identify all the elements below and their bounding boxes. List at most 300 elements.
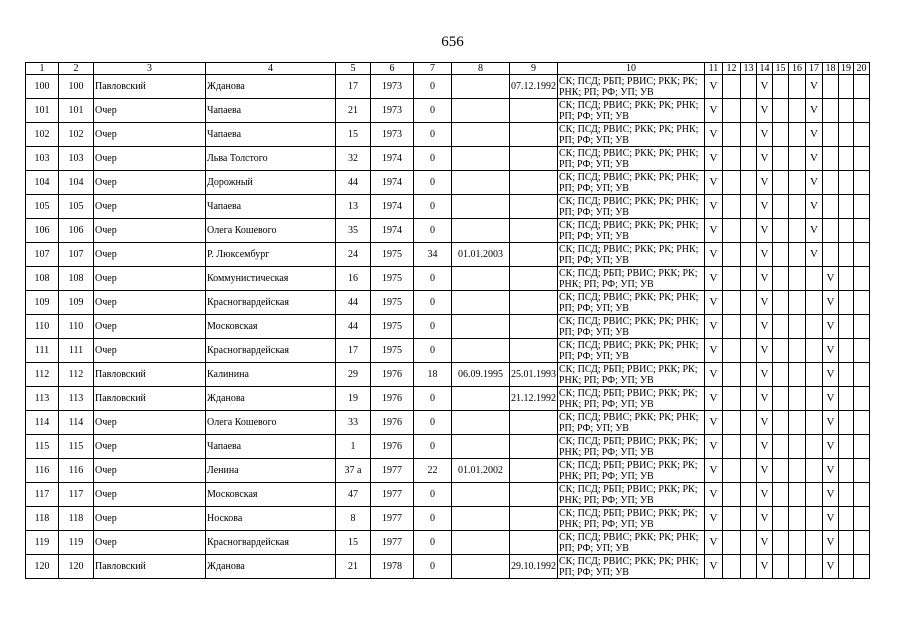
mark-cell-16 [789,267,806,291]
mark-cell-12 [723,339,741,363]
register-table [25,62,870,579]
table-row [26,459,870,483]
year-cell: 1974 [371,219,414,243]
date-2-cell [510,171,558,195]
mark-cell-11: V [705,555,723,579]
mark-cell-12 [723,243,741,267]
mark-cell-15 [773,435,789,459]
mark-cell-17: V [806,243,823,267]
date-2-cell [510,147,558,171]
mark-cell-19 [839,219,854,243]
mark-cell-15 [773,363,789,387]
house-cell: 15 [336,531,371,555]
row-number: 108 [26,267,59,291]
row-number: 110 [26,315,59,339]
mark-cell-16 [789,531,806,555]
object-number: 101 [59,99,94,123]
mark-cell-14: V [757,531,773,555]
object-number: 113 [59,387,94,411]
column-header-15: 15 [773,63,789,75]
mark-cell-20 [854,291,870,315]
date-2-cell: 07.12.1992 [510,75,558,99]
mark-cell-11: V [705,243,723,267]
mark-cell-17: V [806,75,823,99]
mark-cell-13 [741,339,757,363]
date-1-cell [452,171,510,195]
district-cell: Павловский [94,363,206,387]
street-cell: Жданова [206,555,336,579]
district-cell: Павловский [94,555,206,579]
table-row [26,315,870,339]
district-cell: Очер [94,411,206,435]
mark-cell-16 [789,243,806,267]
district-cell: Очер [94,267,206,291]
mark-cell-19 [839,555,854,579]
date-1-cell [452,339,510,363]
row-number: 105 [26,195,59,219]
mark-cell-20 [854,531,870,555]
row-number: 107 [26,243,59,267]
mark-cell-18: V [823,363,839,387]
mark-cell-17: V [806,123,823,147]
mark-cell-19 [839,411,854,435]
house-cell: 24 [336,243,371,267]
mark-cell-20 [854,483,870,507]
codes-cell: СК; ПСД; РВИС; РКК; РК; РНК; РП; РФ; УП; УВ [558,195,705,219]
mark-cell-11: V [705,99,723,123]
mark-cell-16 [789,147,806,171]
date-2-cell [510,267,558,291]
column-7-cell: 0 [414,267,452,291]
mark-cell-11: V [705,435,723,459]
mark-cell-12 [723,123,741,147]
mark-cell-13 [741,267,757,291]
mark-cell-13 [741,195,757,219]
column-7-cell: 0 [414,219,452,243]
column-header-19: 19 [839,63,854,75]
mark-cell-14: V [757,435,773,459]
date-2-cell: 21.12.1992 [510,387,558,411]
mark-cell-12 [723,267,741,291]
table-body [26,75,870,579]
district-cell: Очер [94,123,206,147]
mark-cell-17 [806,435,823,459]
house-cell: 44 [336,171,371,195]
mark-cell-19 [839,363,854,387]
table-row [26,363,870,387]
mark-cell-18 [823,147,839,171]
mark-cell-20 [854,75,870,99]
mark-cell-15 [773,195,789,219]
mark-cell-14: V [757,195,773,219]
district-cell: Павловский [94,387,206,411]
object-number: 107 [59,243,94,267]
mark-cell-20 [854,147,870,171]
column-header-1: 1 [26,63,59,75]
mark-cell-13 [741,243,757,267]
date-2-cell [510,243,558,267]
table-row [26,339,870,363]
mark-cell-18 [823,99,839,123]
mark-cell-18: V [823,291,839,315]
codes-cell: СК; ПСД; РБП; РВИС; РКК; РК; РНК; РП; РФ; УП; УВ [558,387,705,411]
column-7-cell: 0 [414,531,452,555]
mark-cell-15 [773,291,789,315]
mark-cell-13 [741,75,757,99]
mark-cell-17: V [806,171,823,195]
mark-cell-20 [854,411,870,435]
date-1-cell [452,315,510,339]
mark-cell-15 [773,171,789,195]
mark-cell-11: V [705,291,723,315]
house-cell: 37 а [336,459,371,483]
row-number: 116 [26,459,59,483]
column-header-8: 8 [452,63,510,75]
mark-cell-20 [854,99,870,123]
mark-cell-13 [741,363,757,387]
codes-cell: СК; ПСД; РВИС; РКК; РК; РНК; РП; РФ; УП; УВ [558,411,705,435]
mark-cell-14: V [757,363,773,387]
mark-cell-17 [806,531,823,555]
row-number: 109 [26,291,59,315]
date-1-cell [452,99,510,123]
mark-cell-16 [789,195,806,219]
mark-cell-16 [789,339,806,363]
table-row [26,291,870,315]
house-cell: 21 [336,555,371,579]
date-1-cell [452,219,510,243]
mark-cell-18 [823,195,839,219]
object-number: 110 [59,315,94,339]
column-7-cell: 0 [414,195,452,219]
mark-cell-17 [806,363,823,387]
object-number: 100 [59,75,94,99]
mark-cell-16 [789,459,806,483]
mark-cell-17 [806,315,823,339]
mark-cell-14: V [757,411,773,435]
mark-cell-11: V [705,123,723,147]
district-cell: Очер [94,315,206,339]
mark-cell-15 [773,219,789,243]
mark-cell-13 [741,171,757,195]
mark-cell-15 [773,411,789,435]
mark-cell-15 [773,459,789,483]
mark-cell-19 [839,171,854,195]
codes-cell: СК; ПСД; РБП; РВИС; РКК; РК; РНК; РП; РФ; УП; УВ [558,363,705,387]
mark-cell-12 [723,147,741,171]
mark-cell-17 [806,291,823,315]
mark-cell-20 [854,267,870,291]
codes-cell: СК; ПСД; РВИС; РКК; РК; РНК; РП; РФ; УП; УВ [558,339,705,363]
mark-cell-14: V [757,483,773,507]
column-header-4: 4 [206,63,336,75]
date-1-cell: 01.01.2003 [452,243,510,267]
mark-cell-18 [823,243,839,267]
mark-cell-16 [789,291,806,315]
mark-cell-19 [839,459,854,483]
mark-cell-16 [789,483,806,507]
date-1-cell [452,507,510,531]
mark-cell-15 [773,267,789,291]
year-cell: 1977 [371,459,414,483]
mark-cell-12 [723,387,741,411]
mark-cell-12 [723,483,741,507]
mark-cell-11: V [705,147,723,171]
object-number: 111 [59,339,94,363]
row-number: 102 [26,123,59,147]
mark-cell-14: V [757,219,773,243]
mark-cell-14: V [757,291,773,315]
year-cell: 1976 [371,411,414,435]
date-2-cell [510,195,558,219]
mark-cell-19 [839,507,854,531]
mark-cell-17 [806,267,823,291]
mark-cell-19 [839,195,854,219]
column-header-12: 12 [723,63,741,75]
date-1-cell [452,267,510,291]
mark-cell-12 [723,507,741,531]
year-cell: 1974 [371,171,414,195]
mark-cell-14: V [757,243,773,267]
year-cell: 1973 [371,99,414,123]
object-number: 118 [59,507,94,531]
mark-cell-18: V [823,387,839,411]
mark-cell-17: V [806,219,823,243]
year-cell: 1977 [371,531,414,555]
mark-cell-20 [854,195,870,219]
column-7-cell: 22 [414,459,452,483]
column-header-7: 7 [414,63,452,75]
mark-cell-11: V [705,507,723,531]
codes-cell: СК; ПСД; РВИС; РКК; РК; РНК; РП; РФ; УП; УВ [558,123,705,147]
house-cell: 29 [336,363,371,387]
mark-cell-19 [839,483,854,507]
house-cell: 8 [336,507,371,531]
column-7-cell: 18 [414,363,452,387]
house-cell: 13 [336,195,371,219]
street-cell: Красногвардейская [206,291,336,315]
street-cell: Московская [206,315,336,339]
year-cell: 1975 [371,243,414,267]
mark-cell-11: V [705,339,723,363]
mark-cell-15 [773,99,789,123]
mark-cell-13 [741,555,757,579]
mark-cell-13 [741,387,757,411]
date-2-cell: 29.10.1992 [510,555,558,579]
mark-cell-18 [823,75,839,99]
table-row [26,555,870,579]
column-7-cell: 0 [414,75,452,99]
district-cell: Очер [94,195,206,219]
row-number: 115 [26,435,59,459]
codes-cell: СК; ПСД; РВИС; РКК; РК; РНК; РП; РФ; УП; УВ [558,315,705,339]
mark-cell-15 [773,507,789,531]
house-cell: 19 [336,387,371,411]
district-cell: Очер [94,291,206,315]
column-header-18: 18 [823,63,839,75]
mark-cell-18: V [823,435,839,459]
mark-cell-20 [854,507,870,531]
mark-cell-17 [806,339,823,363]
mark-cell-17 [806,411,823,435]
street-cell: Дорожный [206,171,336,195]
object-number: 104 [59,171,94,195]
mark-cell-11: V [705,195,723,219]
year-cell: 1977 [371,483,414,507]
year-cell: 1975 [371,315,414,339]
mark-cell-17 [806,483,823,507]
mark-cell-14: V [757,123,773,147]
codes-cell: СК; ПСД; РВИС; РКК; РК; РНК; РП; РФ; УП; УВ [558,219,705,243]
date-1-cell [452,123,510,147]
mark-cell-12 [723,171,741,195]
table-row [26,411,870,435]
date-1-cell [452,531,510,555]
codes-cell: СК; ПСД; РВИС; РКК; РК; РНК; РП; РФ; УП; УВ [558,99,705,123]
street-cell: Красногвардейская [206,531,336,555]
column-7-cell: 0 [414,315,452,339]
date-2-cell [510,315,558,339]
column-header-16: 16 [789,63,806,75]
mark-cell-18: V [823,315,839,339]
mark-cell-13 [741,219,757,243]
column-7-cell: 0 [414,555,452,579]
mark-cell-15 [773,555,789,579]
mark-cell-16 [789,219,806,243]
mark-cell-20 [854,315,870,339]
street-cell: Р. Люксембург [206,243,336,267]
mark-cell-11: V [705,171,723,195]
street-cell: Олега Кошевого [206,411,336,435]
mark-cell-11: V [705,531,723,555]
street-cell: Чапаева [206,435,336,459]
column-header-10: 10 [558,63,705,75]
mark-cell-18 [823,123,839,147]
mark-cell-12 [723,219,741,243]
mark-cell-14: V [757,507,773,531]
mark-cell-20 [854,387,870,411]
mark-cell-14: V [757,315,773,339]
mark-cell-12 [723,99,741,123]
row-number: 113 [26,387,59,411]
mark-cell-17: V [806,99,823,123]
row-number: 117 [26,483,59,507]
date-1-cell [452,75,510,99]
mark-cell-13 [741,435,757,459]
date-2-cell [510,291,558,315]
column-header-9: 9 [510,63,558,75]
mark-cell-18 [823,171,839,195]
mark-cell-20 [854,219,870,243]
mark-cell-12 [723,363,741,387]
mark-cell-12 [723,291,741,315]
district-cell: Очер [94,147,206,171]
mark-cell-18: V [823,507,839,531]
mark-cell-15 [773,339,789,363]
mark-cell-12 [723,555,741,579]
mark-cell-15 [773,123,789,147]
mark-cell-19 [839,435,854,459]
codes-cell: СК; ПСД; РВИС; РКК; РК; РНК; РП; РФ; УП; УВ [558,171,705,195]
year-cell: 1975 [371,339,414,363]
mark-cell-17 [806,555,823,579]
mark-cell-13 [741,483,757,507]
mark-cell-16 [789,171,806,195]
table-row [26,219,870,243]
mark-cell-15 [773,387,789,411]
mark-cell-19 [839,147,854,171]
mark-cell-13 [741,459,757,483]
mark-cell-14: V [757,75,773,99]
mark-cell-15 [773,531,789,555]
table-row [26,147,870,171]
codes-cell: СК; ПСД; РВИС; РКК; РК; РНК; РП; РФ; УП; УВ [558,147,705,171]
street-cell: Коммунистическая [206,267,336,291]
date-1-cell: 06.09.1995 [452,363,510,387]
mark-cell-18: V [823,483,839,507]
mark-cell-19 [839,315,854,339]
mark-cell-18: V [823,531,839,555]
mark-cell-16 [789,123,806,147]
codes-cell: СК; ПСД; РВИС; РКК; РК; РНК; РП; РФ; УП; УВ [558,555,705,579]
codes-cell: СК; ПСД; РБП; РВИС; РКК; РК; РНК; РП; РФ; УП; УВ [558,435,705,459]
date-1-cell [452,387,510,411]
table-row [26,123,870,147]
mark-cell-17: V [806,147,823,171]
date-2-cell [510,531,558,555]
column-header-17: 17 [806,63,823,75]
district-cell: Очер [94,243,206,267]
district-cell: Очер [94,219,206,243]
street-cell: Ленина [206,459,336,483]
street-cell: Олега Кошевого [206,219,336,243]
mark-cell-15 [773,315,789,339]
date-2-cell [510,339,558,363]
mark-cell-20 [854,363,870,387]
street-cell: Калинина [206,363,336,387]
column-7-cell: 0 [414,147,452,171]
codes-cell: СК; ПСД; РВИС; РКК; РК; РНК; РП; РФ; УП; УВ [558,243,705,267]
date-1-cell: 01.01.2002 [452,459,510,483]
mark-cell-18: V [823,459,839,483]
house-cell: 21 [336,99,371,123]
column-header-11: 11 [705,63,723,75]
mark-cell-14: V [757,459,773,483]
date-1-cell [452,291,510,315]
mark-cell-11: V [705,363,723,387]
mark-cell-13 [741,99,757,123]
table-row [26,243,870,267]
table-row [26,483,870,507]
mark-cell-11: V [705,219,723,243]
date-2-cell [510,99,558,123]
mark-cell-19 [839,267,854,291]
house-cell: 33 [336,411,371,435]
year-cell: 1978 [371,555,414,579]
mark-cell-17 [806,459,823,483]
codes-cell: СК; ПСД; РБП; РВИС; РКК; РК; РНК; РП; РФ; УП; УВ [558,507,705,531]
table-row [26,99,870,123]
mark-cell-11: V [705,411,723,435]
street-cell: Жданова [206,75,336,99]
house-cell: 32 [336,147,371,171]
row-number: 120 [26,555,59,579]
object-number: 120 [59,555,94,579]
column-7-cell: 0 [414,507,452,531]
mark-cell-11: V [705,315,723,339]
district-cell: Очер [94,531,206,555]
column-header-6: 6 [371,63,414,75]
